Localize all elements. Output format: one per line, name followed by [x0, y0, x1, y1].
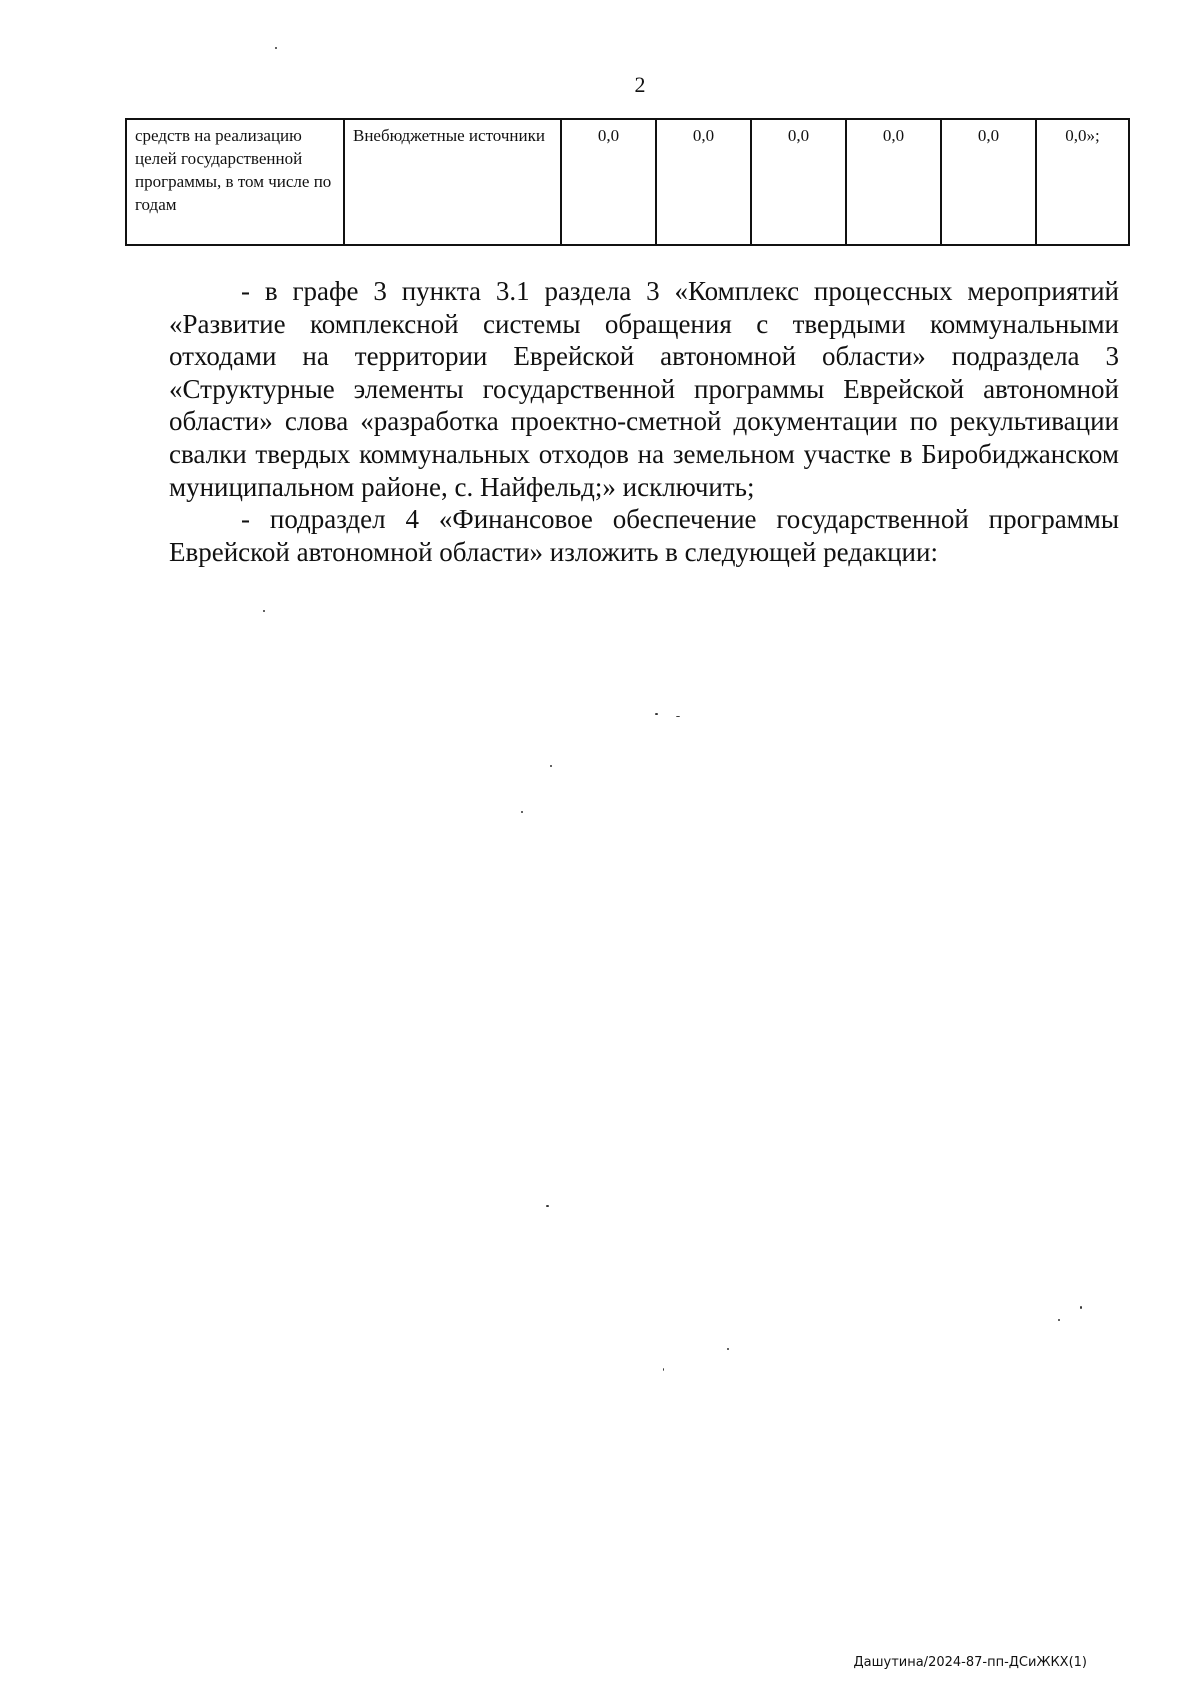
table-cell-value: 0,0 [561, 119, 656, 245]
table-cell-value: 0,0 [656, 119, 751, 245]
scan-speck [1058, 1319, 1060, 1321]
funding-table [125, 118, 1130, 246]
table-cell-purpose: средств на реализацию целей государственной программы, в том числе по годам [126, 119, 344, 245]
document-body [169, 275, 1119, 568]
table-cell-value: 0,0 [751, 119, 846, 245]
scan-speck [546, 1205, 549, 1207]
table-cell-value: 0,0 [846, 119, 941, 245]
scan-speck [727, 1348, 729, 1350]
document-code: Дашутина/2024-87-пп-ДСиЖКХ(1) [853, 1655, 1087, 1670]
scan-speck [663, 1368, 664, 1371]
scan-speck [676, 716, 680, 717]
scan-speck [1080, 1306, 1082, 1309]
scan-speck [550, 765, 552, 767]
paragraph-exclude-clause: - в графе 3 пункта 3.1 раздела 3 «Комплекс процессных мероприятий «Развитие комплексной системы обращения с твердыми коммунальными отходами на территории Еврейской автономной области» подраздела 3 «Структурные элементы государственной программы Еврейской автономной области» слова «разработка проектно-сметной документации по рекультивации свалки твердых коммунальных отходов на земельном участке в Биробиджанском муниципальном районе, с. Найфельд;» исключить; [169, 276, 1119, 502]
scan-speck [655, 713, 658, 715]
table-cell-value: 0,0»; [1036, 119, 1129, 245]
table-row [126, 119, 1129, 245]
page-number: 2 [634, 72, 646, 97]
scan-speck [263, 610, 265, 612]
paragraph-financing-section: - подраздел 4 «Финансовое обеспечение государственной программы Еврейской автономной области» изложить в следующей редакции: [169, 504, 1119, 567]
table-cell-value: 0,0 [941, 119, 1036, 245]
table-cell-source: Внебюджетные источники [344, 119, 561, 245]
scan-speck [275, 47, 277, 49]
scan-speck [521, 811, 523, 813]
